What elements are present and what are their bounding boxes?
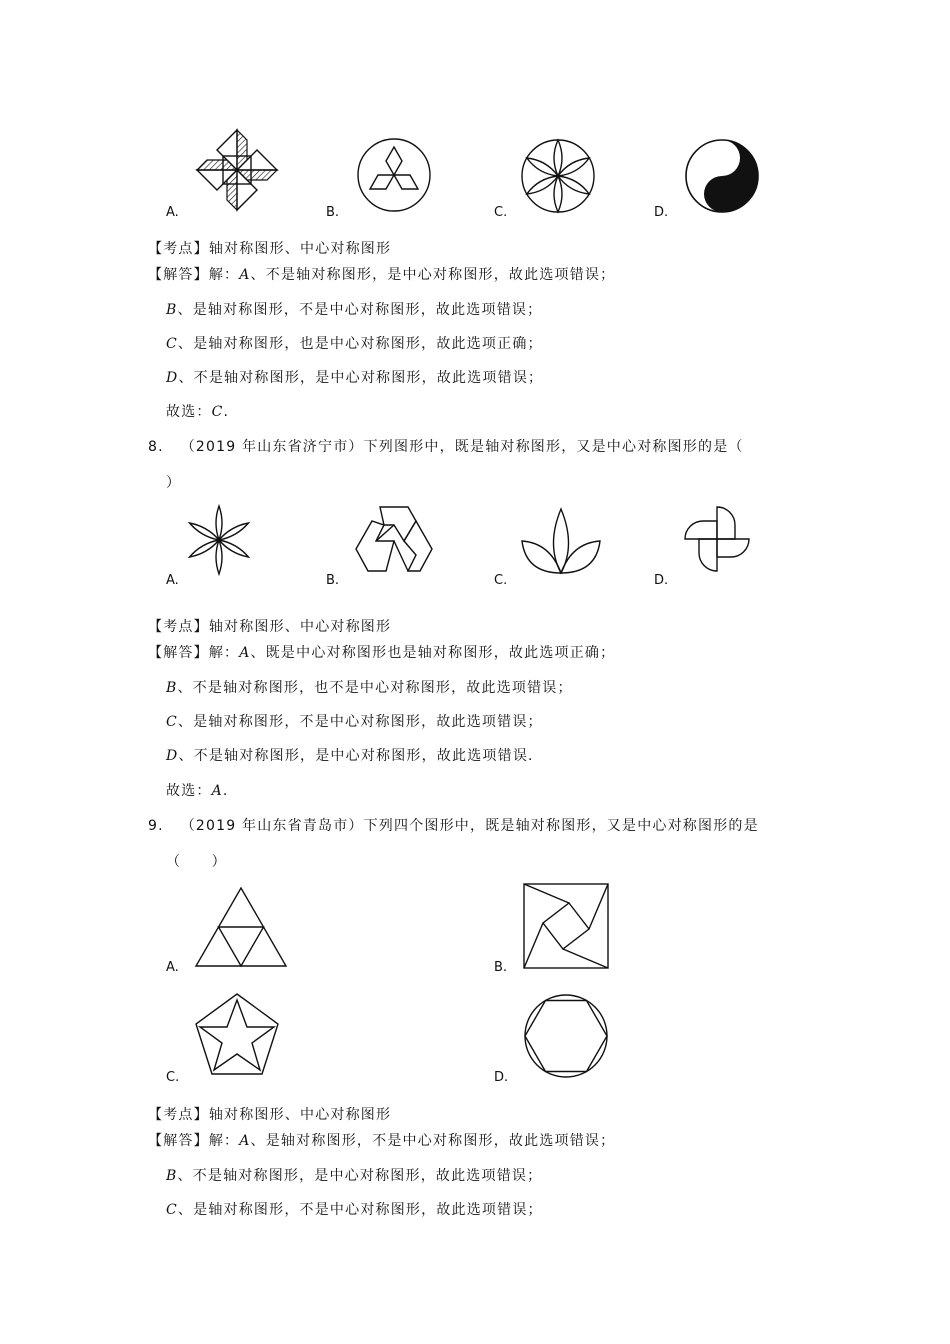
q7-jieda: 【解答】解：A、不是轴对称图形，是中心对称图形，故此选项错误； [148,267,616,283]
q9-line-c: C、是轴对称图形，不是中心对称图形，故此选项错误； [166,1202,543,1218]
q7-answer: 故选：C. [166,404,230,420]
q7-option-c: C. [494,205,508,220]
q8-stem: 8. （2019 年山东省济宁市）下列图形中，既是轴对称图形，又是中心对称图形的是（ [148,439,744,455]
q9-figure-a-triangle [194,886,288,968]
q7-option-b: B. [326,205,340,220]
q9-jieda: 【解答】解：A、是轴对称图形，不是中心对称图形，故此选项错误； [148,1133,616,1149]
q9-option-c: C. [166,1070,180,1085]
q7-figure-c-six-petal-flower [521,139,595,213]
q8-figure-d-quarter-circles [684,506,750,572]
q8-line-c: C、是轴对称图形，不是中心对称图形，故此选项错误； [166,714,543,730]
q9-kaodian: 【考点】轴对称图形、中心对称图形 [148,1107,392,1123]
q7-kaodian: 【考点】轴对称图形、中心对称图形 [148,241,392,257]
q8-figure-b-recycle-hexagons [354,505,434,577]
q8-figure-c-lotus [520,505,602,575]
q7-figure-b-circle-diamonds [356,137,432,213]
q8-figure-a-petals [188,505,250,575]
q7-figure-d-yin-yang [684,138,760,214]
q7-option-d: D. [654,205,669,220]
q9-figure-c-pentagon-star [194,992,280,1076]
q8-line-d: D、不是轴对称图形，是中心对称图形，故此选项错误. [166,748,534,764]
q9-figure-b-square [523,883,609,969]
q8-answer: 故选：A. [166,783,229,799]
q9-line-b: B、不是轴对称图形，是中心对称图形，故此选项错误； [166,1168,543,1184]
q9-option-d: D. [494,1070,509,1085]
q7-line-b: B、是轴对称图形，不是中心对称图形，故此选项错误； [166,302,543,318]
q7-figure-a-pinwheel [195,126,279,214]
q8-option-c: C. [494,573,508,588]
q8-kaodian: 【考点】轴对称图形、中心对称图形 [148,619,392,635]
q8-option-a: A. [166,573,179,588]
q9-stem-end: （ ） [166,854,227,870]
q9-figure-d-circle-hexagon [523,993,609,1079]
q7-option-a: A. [166,205,179,220]
q8-jieda: 【解答】解：A、既是中心对称图形也是轴对称图形，故此选项正确； [148,645,616,661]
q8-stem-end: ） [166,475,182,491]
q8-option-b: B. [326,573,340,588]
q7-line-d: D、不是轴对称图形，是中心对称图形，故此选项错误； [166,370,544,386]
q9-stem: 9. （2019 年山东省青岛市）下列四个图形中，既是轴对称图形，又是中心对称图形的是 [148,818,759,834]
q9-option-a: A. [166,960,179,975]
q7-line-c: C、是轴对称图形，也是中心对称图形，故此选项正确； [166,336,543,352]
q8-option-d: D. [654,573,669,588]
q8-line-b: B、不是轴对称图形，也不是中心对称图形，故此选项错误； [166,680,573,696]
q9-option-b: B. [494,960,508,975]
